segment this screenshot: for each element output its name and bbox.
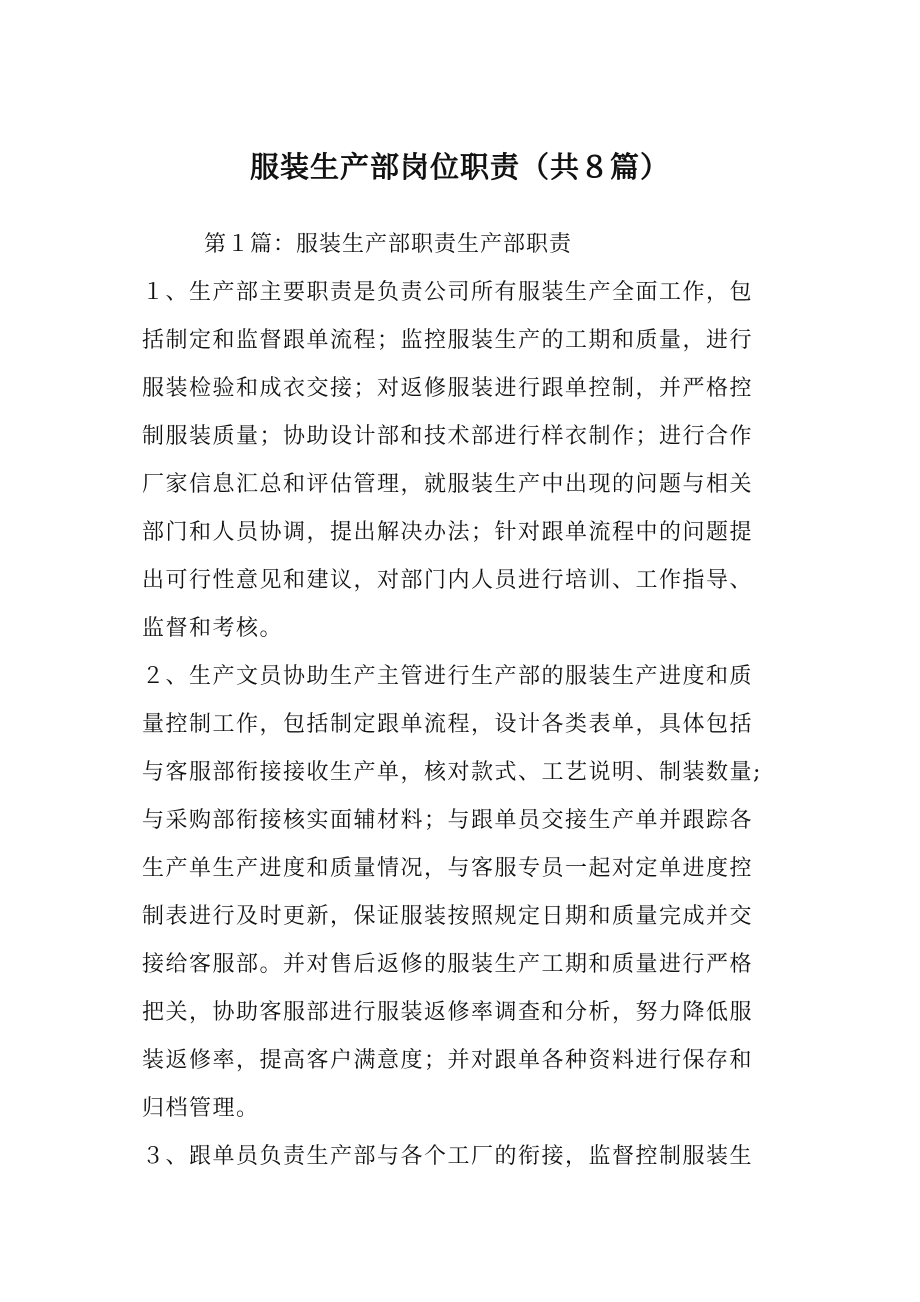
document-title: 服装生产部岗位职责（共８篇） <box>249 150 670 184</box>
body-line: 与客服部衔接接收生产单，核对款式、工艺说明、制装数量; <box>142 760 762 785</box>
body-line: １、生产部主要职责是负责公司所有服装生产全面工作，包 <box>142 280 754 305</box>
section-heading: 第１篇：服装生产部职责生产部职责 <box>204 232 573 257</box>
body-line: 括制定和监督跟单流程；监控服装生产的工期和质量，进行 <box>142 328 754 353</box>
body-line: 部门和人员协调，提出解决办法；针对跟单流程中的问题提 <box>142 520 754 545</box>
body-line: 装返修率，提高客户满意度；并对跟单各种资料进行保存和 <box>142 1048 754 1073</box>
body-line: 归档管理。 <box>142 1096 260 1121</box>
body-line: 接给客服部。并对售后返修的服装生产工期和质量进行严格 <box>142 952 754 977</box>
body-line: 与采购部衔接核实面辅材料；与跟单员交接生产单并跟踪各 <box>142 808 754 833</box>
body-line: 制表进行及时更新，保证服装按照规定日期和质量完成并交 <box>142 904 754 929</box>
body-line: 厂家信息汇总和评估管理，就服装生产中出现的问题与相关 <box>142 472 754 497</box>
body-line: 监督和考核。 <box>142 616 284 641</box>
body-line: 量控制工作，包括制定跟单流程，设计各类表单，具体包括 <box>142 712 754 737</box>
body-line: 出可行性意见和建议，对部门内人员进行培训、工作指导、 <box>142 568 754 593</box>
body-line: 制服装质量；协助设计部和技术部进行样衣制作；进行合作 <box>142 424 754 449</box>
body-line: ３、跟单员负责生产部与各个工厂的衔接，监督控制服装生 <box>142 1144 754 1169</box>
body-line: 生产单生产进度和质量情况，与客服专员一起对定单进度控 <box>142 856 754 881</box>
body-line: 把关，协助客服部进行服装返修率调查和分析，努力降低服 <box>142 1000 754 1025</box>
body-line: ２、生产文员协助生产主管进行生产部的服装生产进度和质 <box>142 664 754 689</box>
body-line: 服装检验和成衣交接；对返修服装进行跟单控制，并严格控 <box>142 376 754 401</box>
